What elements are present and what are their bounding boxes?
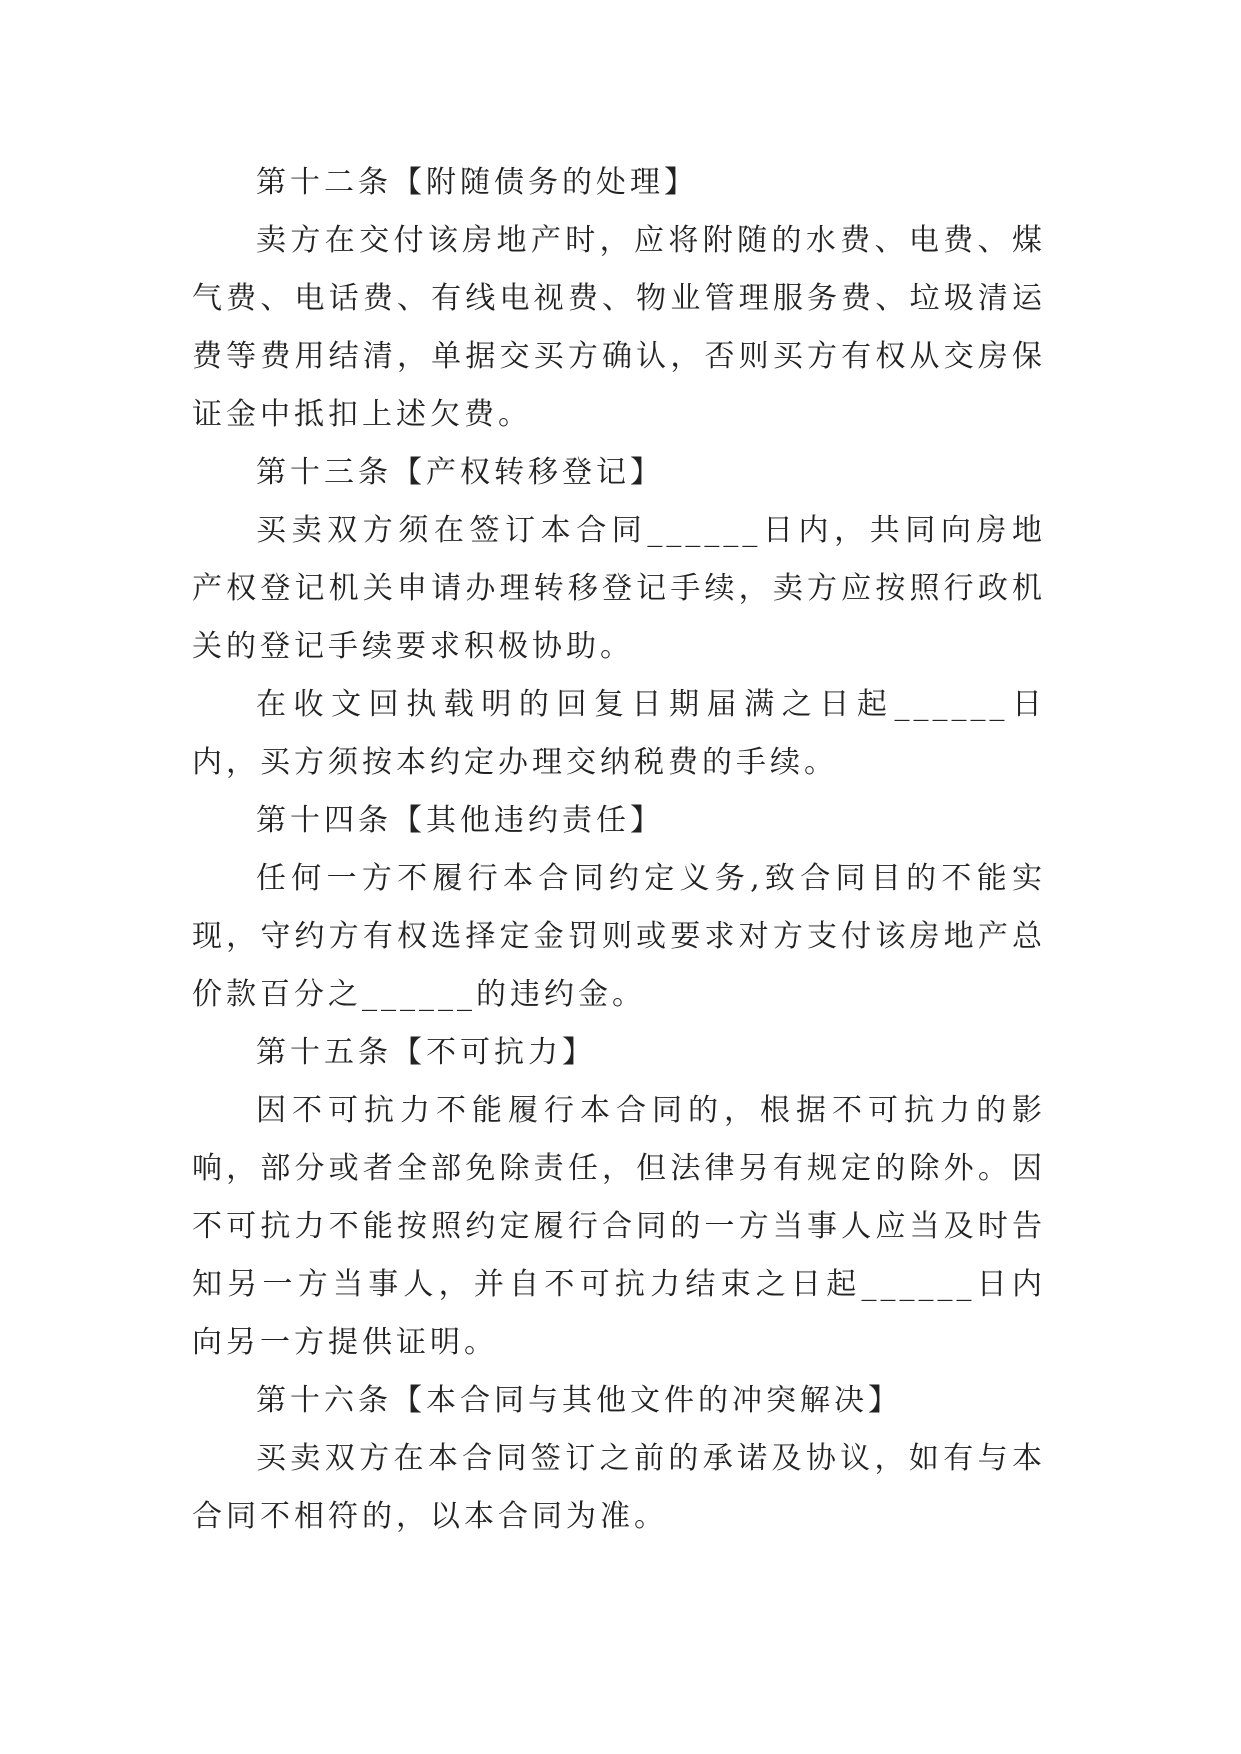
- document-body: [192, 154, 1046, 1546]
- article-16-paragraph-1: 买卖双方在本合同签订之前的承诺及协议，如有与本合同不相符的，以本合同为准。: [192, 1441, 1046, 1534]
- article-14-heading: 第十四条【其他违约责任】: [256, 803, 664, 838]
- article-12-paragraph-1: 卖方在交付该房地产时，应将附随的水费、电费、煤气费、电话费、有线电视费、物业管理服务费、垃圾清运费等费用结清，单据交买方确认，否则买方有权从交房保证金中抵扣上述欠费。: [192, 223, 1046, 432]
- article-15-heading: 第十五条【不可抗力】: [256, 1035, 596, 1070]
- article-12-heading: 第十二条【附随债务的处理】: [256, 165, 698, 200]
- article-13-heading: 第十三条【产权转移登记】: [256, 455, 664, 490]
- article-16-heading: 第十六条【本合同与其他文件的冲突解决】: [256, 1383, 902, 1418]
- article-14-paragraph-1: 任何一方不履行本合同约定义务,致合同目的不能实现，守约方有权选择定金罚则或要求对方支付该房地产总价款百分之______的违约金。: [192, 861, 1046, 1012]
- article-13-paragraph-2: 在收文回执载明的回复日期届满之日起______日内，买方须按本约定办理交纳税费的手续。: [192, 687, 1046, 780]
- article-13-paragraph-1: 买卖双方须在签订本合同______日内，共同向房地产权登记机关申请办理转移登记手续，卖方应按照行政机关的登记手续要求积极协助。: [192, 513, 1046, 664]
- article-15-paragraph-1: 因不可抗力不能履行本合同的，根据不可抗力的影响，部分或者全部免除责任，但法律另有规定的除外。因不可抗力不能按照约定履行合同的一方当事人应当及时告知另一方当事人，并自不可抗力结束之日起______日内向另一方提供证明。: [192, 1093, 1046, 1360]
